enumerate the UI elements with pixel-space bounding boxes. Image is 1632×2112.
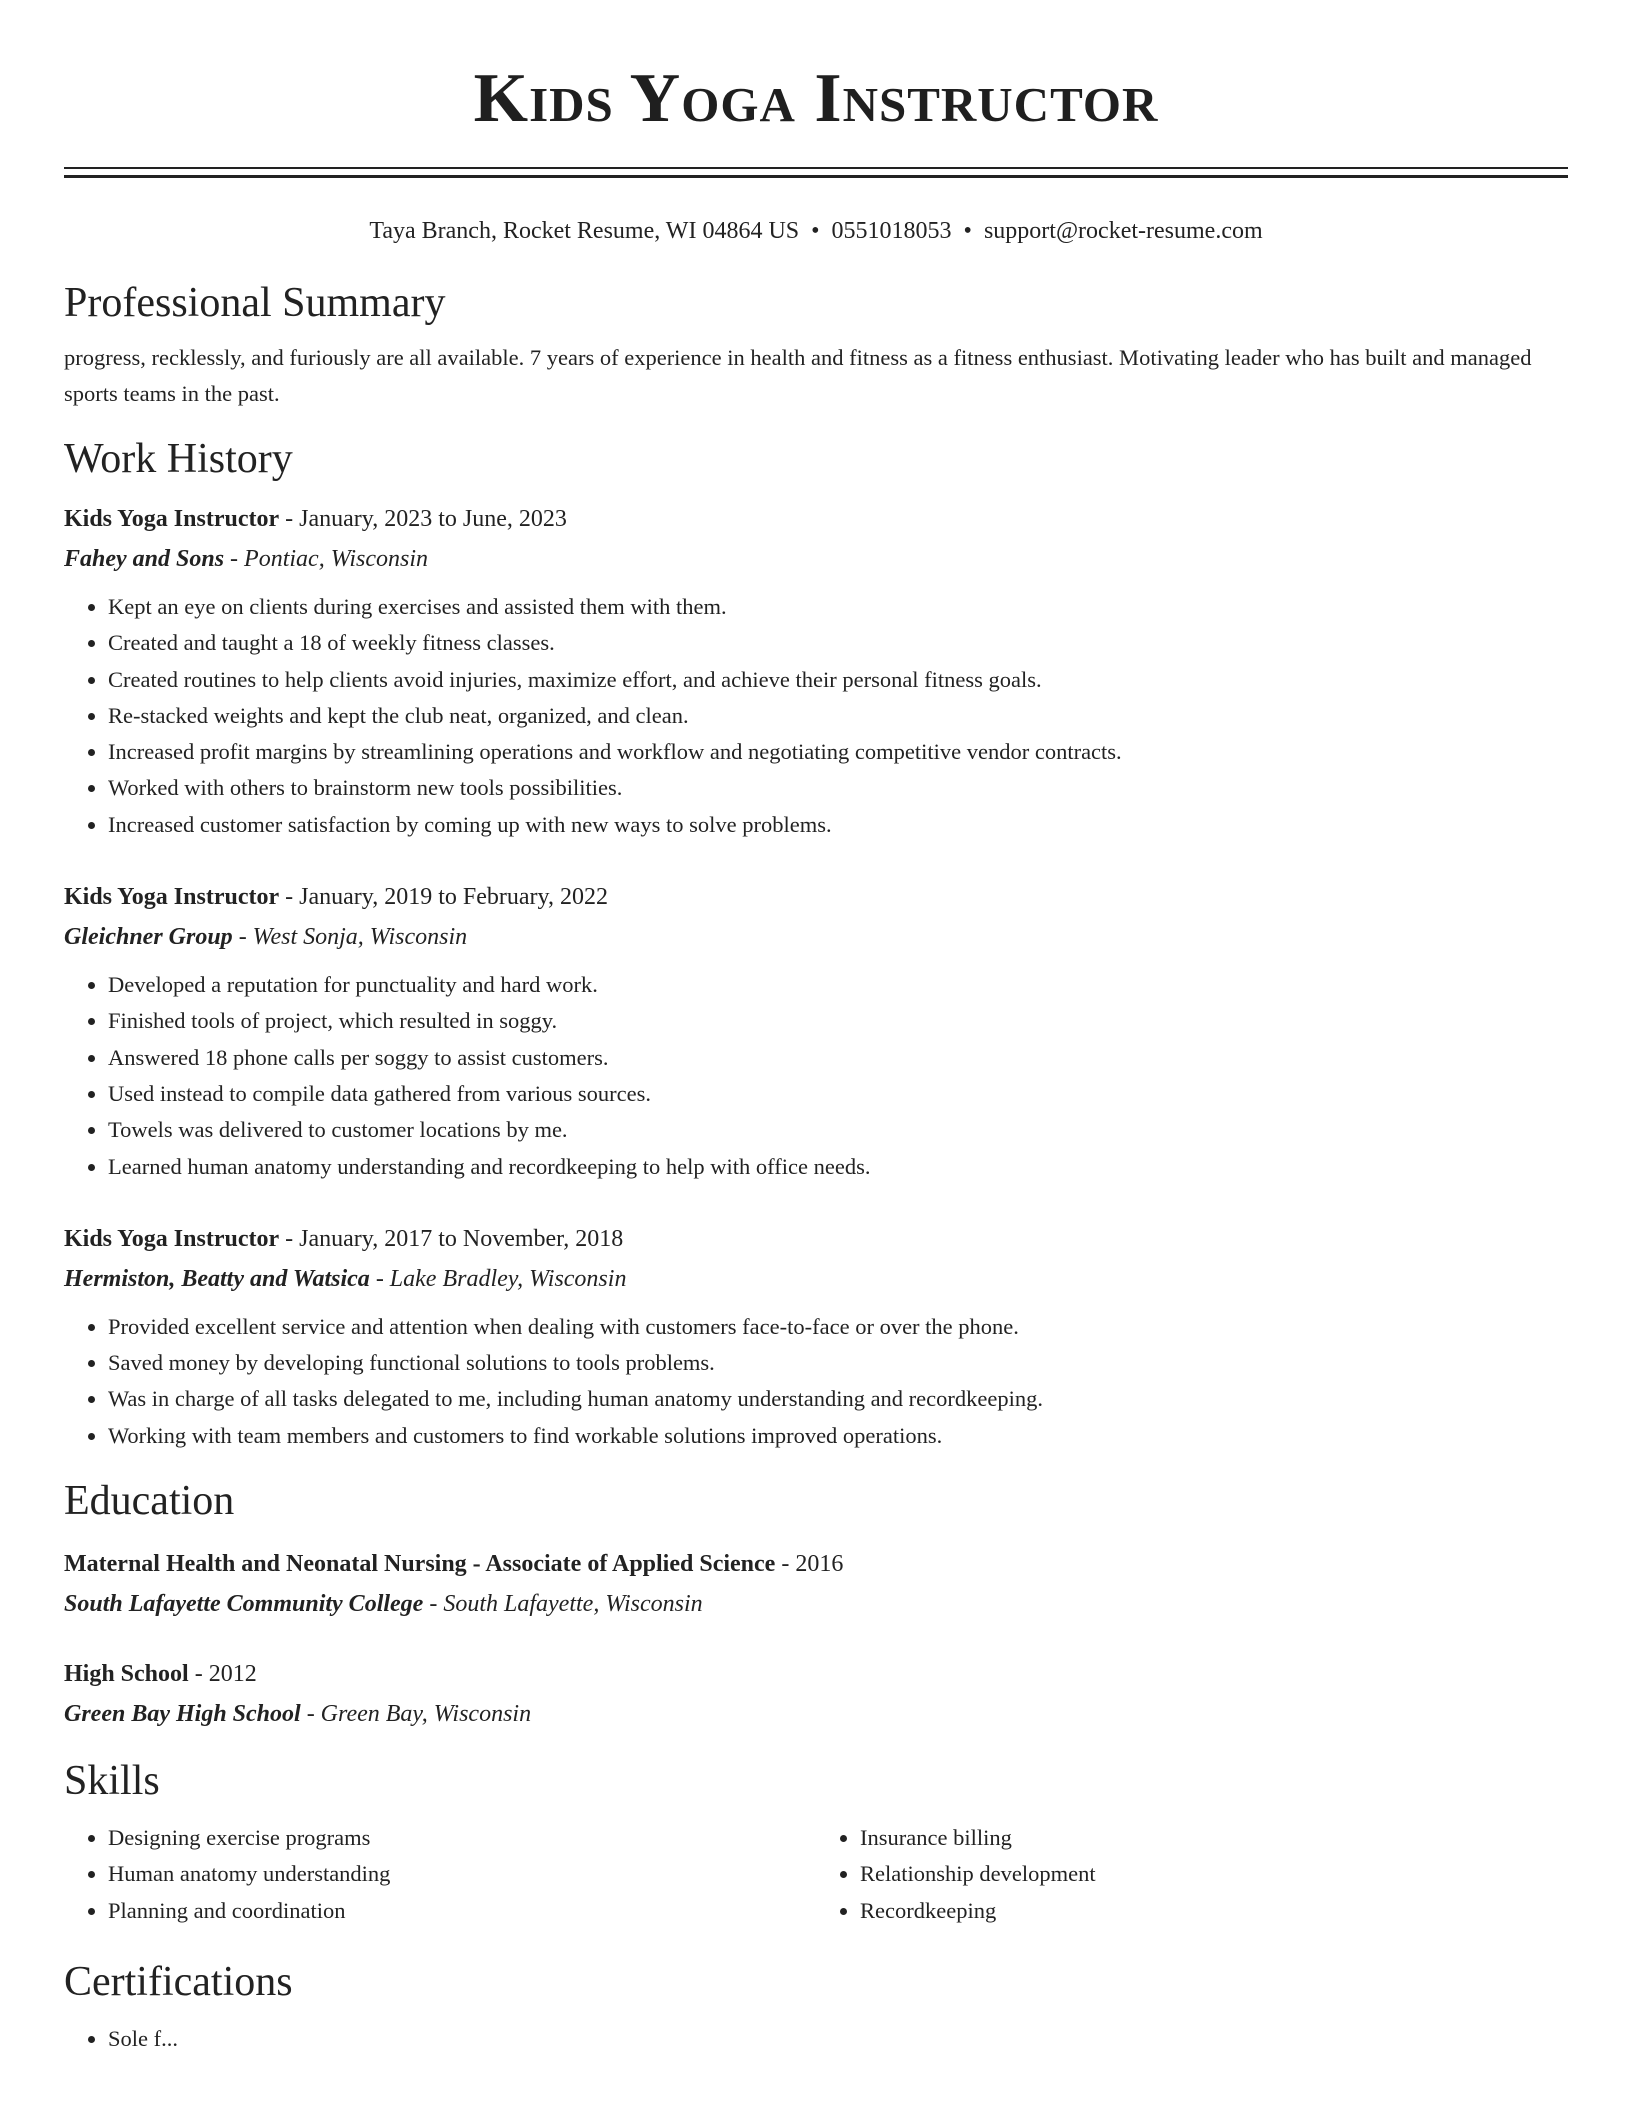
list-item: • Finished tools of project, which resulted in soggy.	[108, 1003, 1568, 1039]
job-dates: - January, 2017 to November, 2018	[279, 1225, 624, 1252]
job-role: Kids Yoga Instructor	[64, 506, 280, 532]
education-location: - Green Bay, Wisconsin	[300, 1701, 532, 1728]
education-degree: High School	[64, 1661, 189, 1688]
title-divider-bottom	[64, 175, 1568, 178]
list-item: • Answered 18 phone calls per soggy to assist customers.	[108, 1040, 1568, 1076]
skill-item: • Insurance billing	[860, 1820, 1568, 1856]
contact-address: Taya Branch, Rocket Resume, WI 04864 US	[369, 218, 800, 244]
list-item: • Working with team members and customers to find workable solutions improved operations.	[108, 1418, 1568, 1454]
skill-item: • Recordkeeping	[860, 1893, 1568, 1929]
job-location: - Lake Bradley, Wisconsin	[369, 1265, 627, 1292]
summary-text: progress, recklessly, and furiously are all available. 7 years of experience in health and fitness as a fitness enthusiast. Motivating leader who has built and managed sports teams in the past.	[64, 345, 1532, 406]
certifications-heading: Certifications	[64, 1958, 293, 2005]
contact-email: support@rocket-resume.com	[983, 218, 1263, 244]
education-school: Green Bay High School	[64, 1701, 301, 1728]
resume-page	[64, 0, 1568, 2057]
skill-item: • Designing exercise programs	[108, 1820, 816, 1856]
skills-list-right	[816, 1820, 1568, 1929]
list-item: • Re-stacked weights and kept the club neat, organized, and clean.	[108, 698, 1568, 734]
contact-separator: •	[963, 218, 972, 244]
job-entry-2	[64, 877, 1568, 1185]
job-duties-list	[64, 967, 1568, 1185]
job-location: - West Sonja, Wisconsin	[232, 924, 468, 951]
list-item: • Was in charge of all tasks delegated to me, including human anatomy understanding and recordkeeping.	[108, 1381, 1568, 1417]
skills-columns	[64, 1820, 1568, 1929]
job-company-line	[64, 539, 1568, 579]
job-dates: - January, 2023 to June, 2023	[279, 506, 567, 532]
summary-heading: Professional Summary	[64, 280, 446, 326]
job-company-line	[64, 917, 1568, 957]
list-item: • Used instead to compile data gathered from various sources.	[108, 1076, 1568, 1112]
certifications-list	[64, 2021, 1568, 2057]
job-location: - Pontiac, Wisconsin	[224, 546, 429, 572]
education-school-line	[64, 1584, 1568, 1624]
work-history-heading: Work History	[64, 436, 293, 482]
list-item: • Learned human anatomy understanding and recordkeeping to help with office needs.	[108, 1149, 1568, 1185]
list-item: • Increased profit margins by streamlining operations and workflow and negotiating competitive vendor contracts.	[108, 734, 1568, 770]
job-role: Kids Yoga Instructor	[64, 1225, 280, 1252]
education-school: South Lafayette Community College	[64, 1591, 424, 1618]
skills-list-left	[64, 1820, 816, 1929]
list-item: • Increased customer satisfaction by coming up with new ways to solve problems.	[108, 807, 1568, 843]
education-year: - 2016	[775, 1551, 844, 1578]
skill-item: • Human anatomy understanding	[108, 1856, 816, 1892]
job-entry-1	[64, 499, 1568, 843]
job-title-line	[64, 499, 1568, 539]
job-title-line	[64, 877, 1568, 917]
education-entry-1	[64, 1544, 1568, 1624]
job-dates: - January, 2019 to February, 2022	[279, 884, 608, 911]
list-item: • Worked with others to brainstorm new tools possibilities.	[108, 770, 1568, 806]
job-role: Kids Yoga Instructor	[64, 884, 280, 911]
education-school-line	[64, 1694, 1568, 1734]
education-entry-2	[64, 1654, 1568, 1734]
list-item: • Developed a reputation for punctuality and hard work.	[108, 967, 1568, 1003]
education-location: - South Lafayette, Wisconsin	[423, 1591, 703, 1618]
education-year: - 2012	[188, 1661, 257, 1688]
job-duties-list	[64, 1309, 1568, 1454]
job-entry-3	[64, 1219, 1568, 1454]
contact-separator: •	[811, 218, 820, 244]
job-company-line	[64, 1259, 1568, 1299]
list-item: • Created routines to help clients avoid injuries, maximize effort, and achieve their personal fitness goals.	[108, 662, 1568, 698]
list-item: • Created and taught a 18 of weekly fitness classes.	[108, 625, 1568, 661]
contact-line	[64, 214, 1568, 248]
education-heading: Education	[64, 1478, 235, 1525]
education-degree-line	[64, 1654, 1568, 1694]
job-company: Fahey and Sons	[64, 546, 225, 572]
job-company: Gleichner Group	[64, 924, 233, 951]
skill-item: • Planning and coordination	[108, 1893, 816, 1929]
list-item: • Provided excellent service and attention when dealing with customers face-to-face or over the phone.	[108, 1309, 1568, 1345]
resume-title: Kids Yoga Instructor	[473, 60, 1159, 137]
title-divider-top	[64, 167, 1568, 169]
skill-item: • Relationship development	[860, 1856, 1568, 1892]
list-item: • Kept an eye on clients during exercises and assisted them with them.	[108, 589, 1568, 625]
education-degree: Maternal Health and Neonatal Nursing - Associate of Applied Science	[64, 1551, 776, 1578]
list-item: • Saved money by developing functional solutions to tools problems.	[108, 1345, 1568, 1381]
contact-phone: 0551018053	[831, 218, 952, 244]
job-duties-list	[64, 589, 1568, 843]
list-item: • Towels was delivered to customer locations by me.	[108, 1112, 1568, 1148]
job-company: Hermiston, Beatty and Watsica	[64, 1265, 370, 1292]
education-degree-line	[64, 1544, 1568, 1584]
skills-heading: Skills	[64, 1758, 160, 1805]
certification-item: • Sole f...	[108, 2021, 1568, 2057]
job-title-line	[64, 1219, 1568, 1259]
